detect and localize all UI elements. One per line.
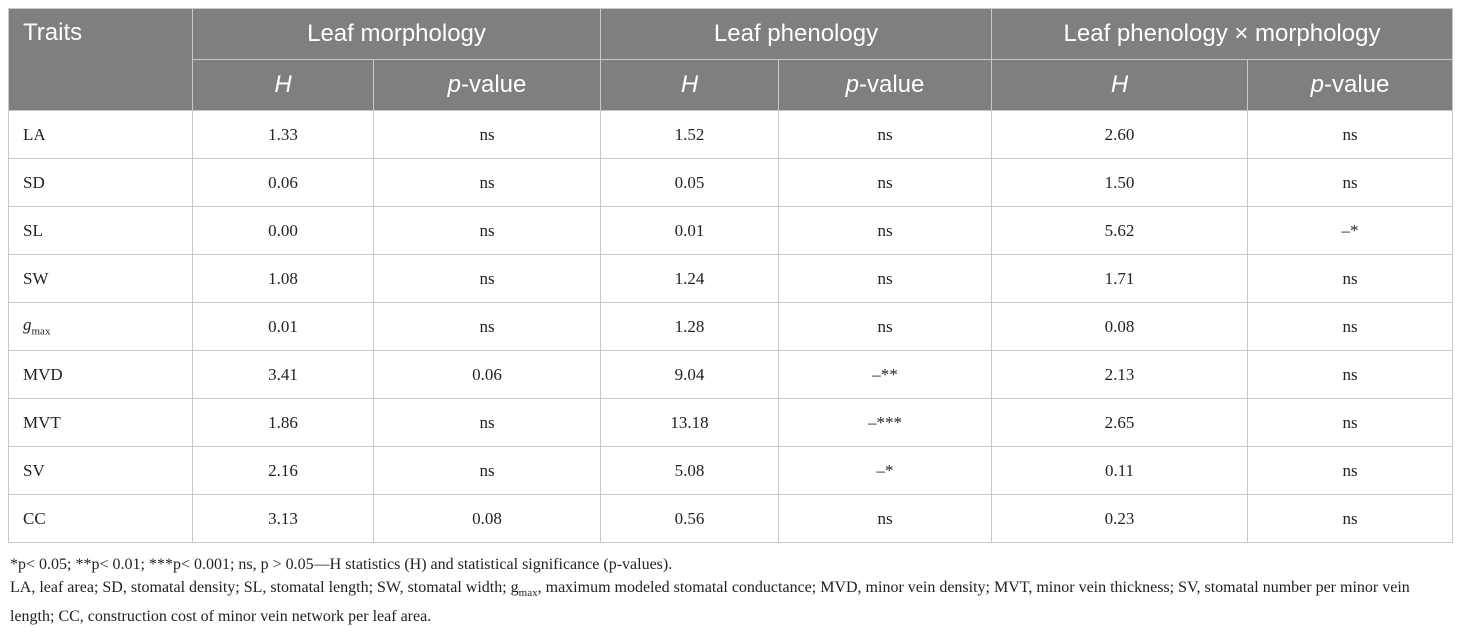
p-value-cell: –* [1248,207,1453,255]
header-leaf-phenology: Leaf phenology [601,9,992,60]
subheader-h: H [601,60,779,111]
table-row [9,111,1453,159]
p-value-cell: ns [779,207,992,255]
h-statistic-cell: 0.01 [601,207,779,255]
trait-name: SV [9,447,193,495]
p-value-cell: 0.06 [374,351,601,399]
table-row [9,303,1453,351]
h-statistic-cell: 1.71 [992,255,1248,303]
header-leaf-morphology: Leaf morphology [193,9,601,60]
trait-name: MVT [9,399,193,447]
h-statistic-cell: 0.05 [601,159,779,207]
p-value-cell: ns [374,399,601,447]
h-statistic-cell: 1.86 [193,399,374,447]
footnote-abbreviations: LA, leaf area; SD, stomatal density; SL, stomatal length; SW, stomatal width; $g_{max}$, maximum modeled stomatal conductance; MVD, minor vein density; MVT, minor vein thickness; SV, stomatal number per minor vein length; CC, construction cost of minor vein network per leaf area. [10,579,1410,626]
p-value-cell: ns [779,303,992,351]
h-statistic-cell: 1.08 [193,255,374,303]
footnote-significance: *p< 0.05; **p< 0.01; ***p< 0.001; ns, p > 0.05—H statistics (H) and statistical significance (p-values). [10,556,673,573]
table-row [9,399,1453,447]
h-statistic-cell: 5.08 [601,447,779,495]
subheader-h: H [193,60,374,111]
p-value-cell: –*** [779,399,992,447]
h-statistic-cell: 2.16 [193,447,374,495]
p-value-cell: 0.08 [374,495,601,543]
h-statistic-cell: 0.01 [193,303,374,351]
table-row [9,447,1453,495]
p-value-cell: ns [374,303,601,351]
subheader-h: H [992,60,1248,111]
h-statistic-cell: 1.24 [601,255,779,303]
h-statistic-cell: 0.00 [193,207,374,255]
p-value-cell: ns [374,111,601,159]
table-footnotes [8,553,1452,628]
p-value-cell: ns [374,255,601,303]
h-statistic-cell: 9.04 [601,351,779,399]
subheader-p-value: p-value [374,60,601,111]
p-value-cell: ns [1248,399,1453,447]
table-row [9,207,1453,255]
p-value-cell: ns [1248,495,1453,543]
p-value-cell: ns [1248,159,1453,207]
header-traits: Traits [9,9,193,111]
h-statistic-cell: 0.23 [992,495,1248,543]
p-value-cell: ns [1248,255,1453,303]
h-statistic-cell: 1.28 [601,303,779,351]
h-statistic-cell: 5.62 [992,207,1248,255]
table-container [8,8,1452,628]
subheader-p-value: p-value [1248,60,1453,111]
p-value-cell: ns [1248,351,1453,399]
trait-name: $g_{max}$ [9,303,193,351]
p-value-cell: ns [1248,303,1453,351]
h-statistic-cell: 13.18 [601,399,779,447]
p-value-cell: ns [374,159,601,207]
h-statistic-cell: 0.06 [193,159,374,207]
h-statistic-cell: 0.11 [992,447,1248,495]
h-statistic-cell: 0.56 [601,495,779,543]
h-statistic-cell: 2.60 [992,111,1248,159]
table-row [9,159,1453,207]
p-value-cell: ns [1248,111,1453,159]
h-statistic-cell: 2.65 [992,399,1248,447]
p-value-cell: –** [779,351,992,399]
kruskal-wallis-table [8,8,1453,543]
trait-name: SL [9,207,193,255]
header-phenology-x-morphology: Leaf phenology × morphology [992,9,1453,60]
trait-name: SW [9,255,193,303]
trait-name: SD [9,159,193,207]
h-statistic-cell: 1.33 [193,111,374,159]
table-row [9,255,1453,303]
p-value-cell: ns [374,447,601,495]
p-value-cell: ns [779,255,992,303]
subheader-p-value: p-value [779,60,992,111]
h-statistic-cell: 3.13 [193,495,374,543]
h-statistic-cell: 1.50 [992,159,1248,207]
table-row [9,351,1453,399]
trait-name: CC [9,495,193,543]
p-value-cell: –* [779,447,992,495]
p-value-cell: ns [779,495,992,543]
h-statistic-cell: 3.41 [193,351,374,399]
h-statistic-cell: 1.52 [601,111,779,159]
trait-name: LA [9,111,193,159]
h-statistic-cell: 2.13 [992,351,1248,399]
p-value-cell: ns [779,111,992,159]
p-value-cell: ns [374,207,601,255]
p-value-cell: ns [1248,447,1453,495]
trait-name: MVD [9,351,193,399]
h-statistic-cell: 0.08 [992,303,1248,351]
table-row [9,495,1453,543]
p-value-cell: ns [779,159,992,207]
